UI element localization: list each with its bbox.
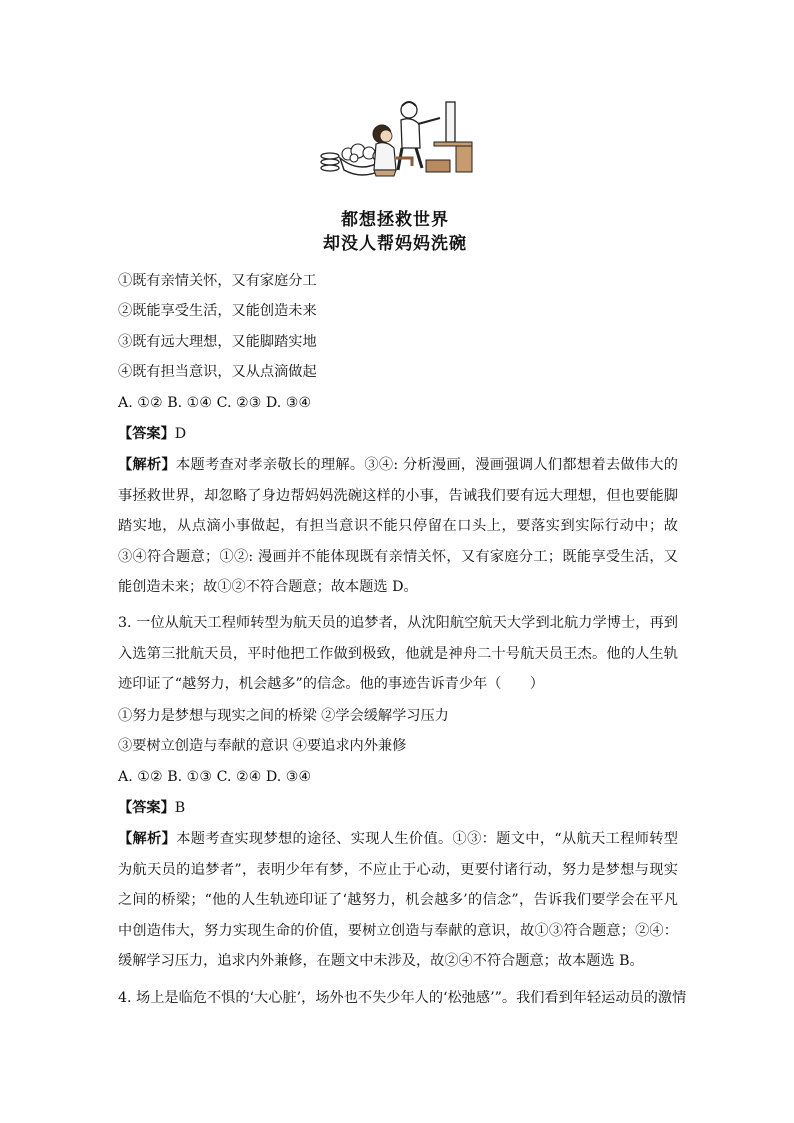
q3-analysis <box>118 824 678 977</box>
q2-answer <box>118 424 678 444</box>
computer-desk <box>426 102 472 172</box>
answer-tag: 【答案】 <box>118 800 175 816</box>
analysis-text: 本题考查对孝亲敬长的理解。③④: 分析漫画，漫画强调人们都想着去做伟大的事拯救世界，却忽略了身边帮妈妈洗碗这样的小事，告诫我们要有远大理想，但也要能脚踏实地，从点滴小事做起，有担当意识不能只停留在口头上，要落实到实际行动中；故③④符合题意；①②: 漫画并不能体现既有亲情关怀，又有家庭分工；既能享受生活，又能创造未来；故①②不符合题意；故本题选 D。 <box>118 457 678 595</box>
analysis-tag: 【解析】 <box>118 457 176 473</box>
cartoon-caption-line1: 都想拯救世界 <box>341 210 449 230</box>
q3-choices: A. ①② B. ①③ C. ②④ D. ③④ <box>118 769 312 785</box>
answer-value: D <box>174 426 187 442</box>
analysis-tag: 【解析】 <box>118 831 177 847</box>
q4-stem: 4. 场上是临危不惧的‘大心脏’，场外也不失少年人的‘松弛感’”。我们看到年轻运动员的激情 <box>118 990 687 1006</box>
cartoon-caption-line2: 却没人帮妈妈洗碗 <box>323 234 467 254</box>
answer-value: B <box>174 800 186 816</box>
analysis-text: 本题考查实现梦想的途径、实现人生价值。①③：题文中，“从航天工程师转型为航天员的追梦者”，表明少年有梦，不应止于心动，更要付诸行动，努力是梦想与现实之间的桥梁；“他的人生轨迹印证了‘越努力，机会越多’的信念”，告诉我们要学会在平凡中创造伟大，努力实现生命的价值，要树立创造与奉献的意识，故①③符合题意；②④：缓解学习压力，追求内外兼修，在题文中未涉及，故②④不符合题意；故本题选 B。 <box>118 831 678 969</box>
q3-stem: 3. 一位从航天工程师转型为航天员的追梦者，从沈阳航空航天大学到北航力学博士，再到入选第三批航天员，平时他把工作做到极致，他就是神舟二十号航天员王杰。他的人生轨迹印证了“越努力，机会越多”的信念。他的事迹告诉青少年（ ） <box>118 615 678 692</box>
plate-stack-icon <box>321 153 339 171</box>
q2-option-2: ②既能享受生活，又能创造未来 <box>118 303 317 319</box>
cartoon-illustration <box>316 96 476 182</box>
q3-option-line-2: ③要树立创造与奉献的意识 ④要追求内外兼修 <box>118 738 407 754</box>
q2-choices: A. ①② B. ①④ C. ②③ D. ③④ <box>118 395 312 411</box>
q3-option-line-1: ①努力是梦想与现实之间的桥梁 ②学会缓解学习压力 <box>118 708 449 724</box>
q2-option-3: ③既有远大理想，又能脚踏实地 <box>118 334 317 350</box>
q3-answer <box>118 798 678 818</box>
q2-option-1: ①既有亲情关怀，又有家庭分工 <box>118 273 317 289</box>
q2-option-4: ④既有担当意识，又从点滴做起 <box>118 364 317 380</box>
girl-figure <box>373 125 396 176</box>
q2-analysis <box>118 450 678 603</box>
answer-tag: 【答案】 <box>118 426 175 442</box>
